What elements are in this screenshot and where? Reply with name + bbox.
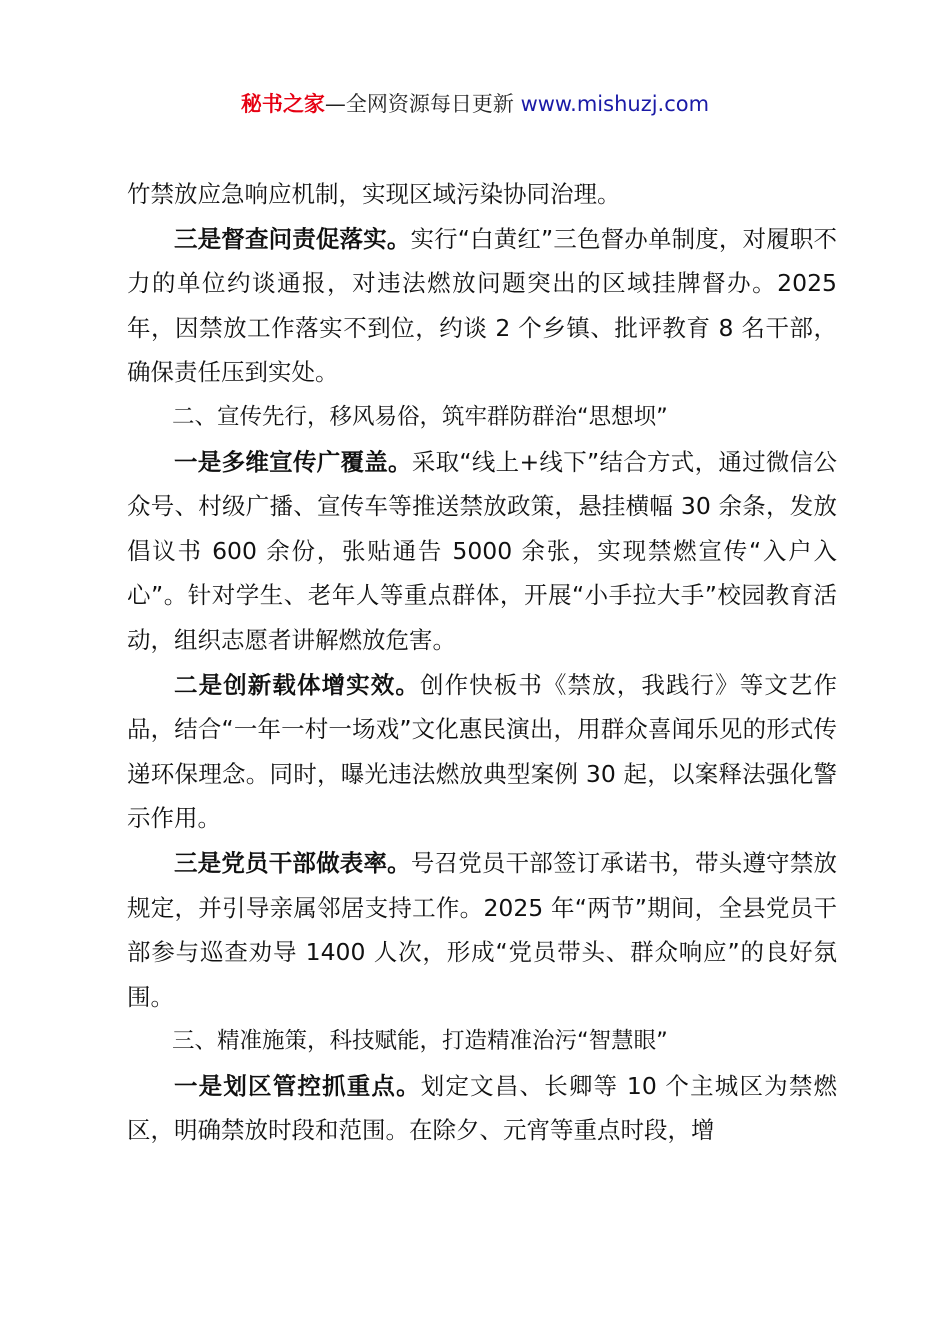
paragraph-text: 号召党员干部签订承诺书，带头遵守禁放规定，并引导亲属邻居支持工作。2025 年“两节”期间，全县党员干部参与巡查劝导 1400 人次，形成“党员带头、群众响应”的良好氛围。 xyxy=(127,848,838,1011)
paragraph-publicity xyxy=(127,440,837,663)
section-heading-2: 二、宣传先行，移风易俗，筑牢群防群治“思想坝” xyxy=(172,403,668,430)
header-tagline: —全网资源每日更新 xyxy=(324,92,521,116)
page-header xyxy=(0,88,950,120)
paragraph-lead: 二是创新载体增实效。 xyxy=(174,670,420,699)
paragraph-lead: 一是划区管控抓重点。 xyxy=(174,1071,421,1100)
paragraph-text: 创作快板书《禁放，我践行》等文艺作品，结合“一年一村一场戏”文化惠民演出，用群众喜闻乐见的形式传递环保理念。同时，曝光违法燃放典型案例 30 起，以案释法强化警示作用。 xyxy=(127,670,838,833)
paragraph-innovation xyxy=(127,663,837,841)
website-url: www.mishuzj.com xyxy=(520,92,710,116)
paragraph-continuation xyxy=(127,172,837,217)
paragraph-supervision xyxy=(127,217,837,395)
paragraph-lead: 三是党员干部做表率。 xyxy=(174,848,411,877)
document-body xyxy=(127,172,837,1153)
section-heading-3: 三、精准施策，科技赋能，打造精准治污“智慧眼” xyxy=(172,1028,668,1055)
paragraph-text: 划定文昌、长卿等 10 个主城区为禁燃区，明确禁放时段和范围。在除夕、元宵等重点时段，增 xyxy=(127,1071,838,1145)
paragraph-lead: 三是督查问责促落实。 xyxy=(174,224,411,253)
paragraph-party-members xyxy=(127,841,837,1019)
brand-name: 秘书之家 xyxy=(240,92,325,116)
paragraph-zoning xyxy=(127,1064,837,1153)
paragraph-lead: 一是多维宣传广覆盖。 xyxy=(174,447,412,476)
paragraph-text: 竹禁放应急响应机制，实现区域污染协同治理。 xyxy=(127,180,621,208)
paragraph-text: 采取“线上+线下”结合方式，通过微信公众号、村级广播、宣传车等推送禁放政策，悬挂横幅 30 余条，发放倡议书 600 余份，张贴通告 5000 余张，实现禁燃宣传“入户入心”。针对学生、老年人等重点群体，开展“小手拉大手”校园教育活动，组织志愿者讲解燃放危害。 xyxy=(127,447,837,654)
paragraph-text: 实行“白黄红”三色督办单制度，对履职不力的单位约谈通报，对违法燃放问题突出的区域挂牌督办。2025 年，因禁放工作落实不到位，约谈 2 个乡镇、批评教育 8 名干部，确保责任压到实处。 xyxy=(127,224,837,387)
